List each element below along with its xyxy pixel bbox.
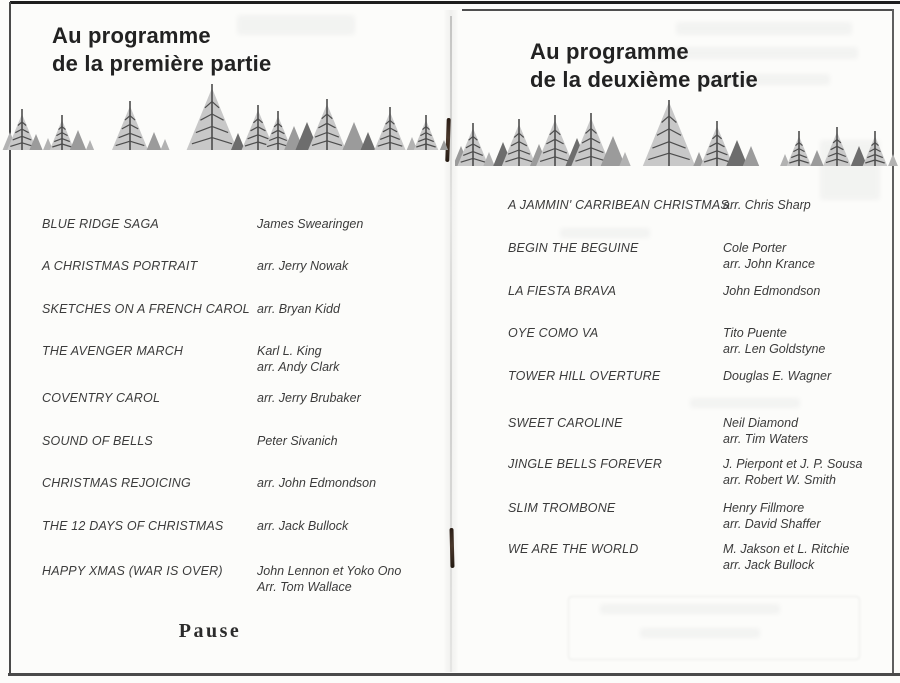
piece-credit: James Swearingen	[257, 217, 364, 231]
piece-credit: Arr. Tom Wallace	[257, 579, 352, 594]
piece-credit: J. Pierpont et J. P. Sousa	[723, 457, 863, 471]
piece-title: TOWER HILL OVERTURE	[508, 369, 661, 383]
piece-title: SOUND OF BELLS	[42, 434, 153, 448]
piece-credit: arr. Jerry Brubaker	[257, 391, 361, 405]
piece-credit: Henry Fillmore	[723, 501, 805, 515]
piece-credit: arr. Chris Sharp	[723, 198, 811, 212]
piece-title: THE AVENGER MARCH	[42, 344, 184, 358]
right-page-title-line2: de la deuxième partie	[530, 67, 758, 92]
piece-title: SWEET CAROLINE	[508, 416, 623, 430]
piece-title: WE ARE THE WORLD	[508, 542, 639, 556]
piece-credit: arr. Robert W. Smith	[723, 472, 836, 487]
piece-title: SLIM TROMBONE	[508, 501, 616, 515]
piece-credit: Tito Puente	[723, 326, 787, 340]
piece-credit: M. Jakson et L. Ritchie	[723, 542, 850, 556]
piece-title: A JAMMIN' CARRIBEAN CHRISTMAS	[508, 198, 729, 212]
piece-credit: arr. Andy Clark	[257, 359, 340, 374]
piece-credit: arr. David Shaffer	[723, 516, 821, 531]
piece-credit: Karl L. King	[257, 344, 322, 358]
piece-credit: Peter Sivanich	[257, 434, 338, 448]
piece-credit: John Edmondson	[723, 284, 821, 298]
piece-credit: arr. John Krance	[723, 256, 815, 271]
piece-credit: arr. Jack Bullock	[723, 557, 815, 572]
piece-title: THE 12 DAYS OF CHRISTMAS	[42, 519, 224, 533]
piece-credit: Neil Diamond	[723, 416, 799, 430]
piece-title: SKETCHES ON A FRENCH CAROL	[42, 302, 250, 316]
piece-title: A CHRISTMAS PORTRAIT	[42, 259, 198, 273]
piece-title: BLUE RIDGE SAGA	[42, 217, 159, 231]
left-page-title-line2: de la première partie	[52, 51, 272, 76]
piece-title: JINGLE BELLS FOREVER	[508, 457, 663, 471]
piece-credit: Cole Porter	[723, 241, 787, 255]
piece-credit: arr. Jack Bullock	[257, 519, 349, 533]
piece-title: COVENTRY CAROL	[42, 391, 161, 405]
piece-credit: arr. Len Goldstyne	[723, 341, 826, 356]
left-page-title-line1: Au programme	[52, 23, 211, 48]
piece-credit: arr. Jerry Nowak	[257, 259, 349, 273]
piece-title: BEGIN THE BEGUINE	[508, 241, 639, 255]
piece-title: CHRISTMAS REJOICING	[42, 476, 191, 490]
piece-title: HAPPY XMAS (WAR IS OVER)	[42, 564, 223, 578]
piece-credit: John Lennon et Yoko Ono	[257, 564, 402, 578]
pause-label: Pause	[178, 620, 242, 642]
right-page-title-line1: Au programme	[530, 39, 689, 64]
piece-title: LA FIESTA BRAVA	[508, 284, 617, 298]
piece-credit: arr. Bryan Kidd	[257, 302, 340, 316]
piece-credit: Douglas E. Wagner	[723, 369, 832, 383]
piece-title: OYE COMO VA	[508, 326, 599, 340]
piece-credit: arr. John Edmondson	[257, 476, 377, 490]
piece-credit: arr. Tim Waters	[723, 431, 809, 446]
